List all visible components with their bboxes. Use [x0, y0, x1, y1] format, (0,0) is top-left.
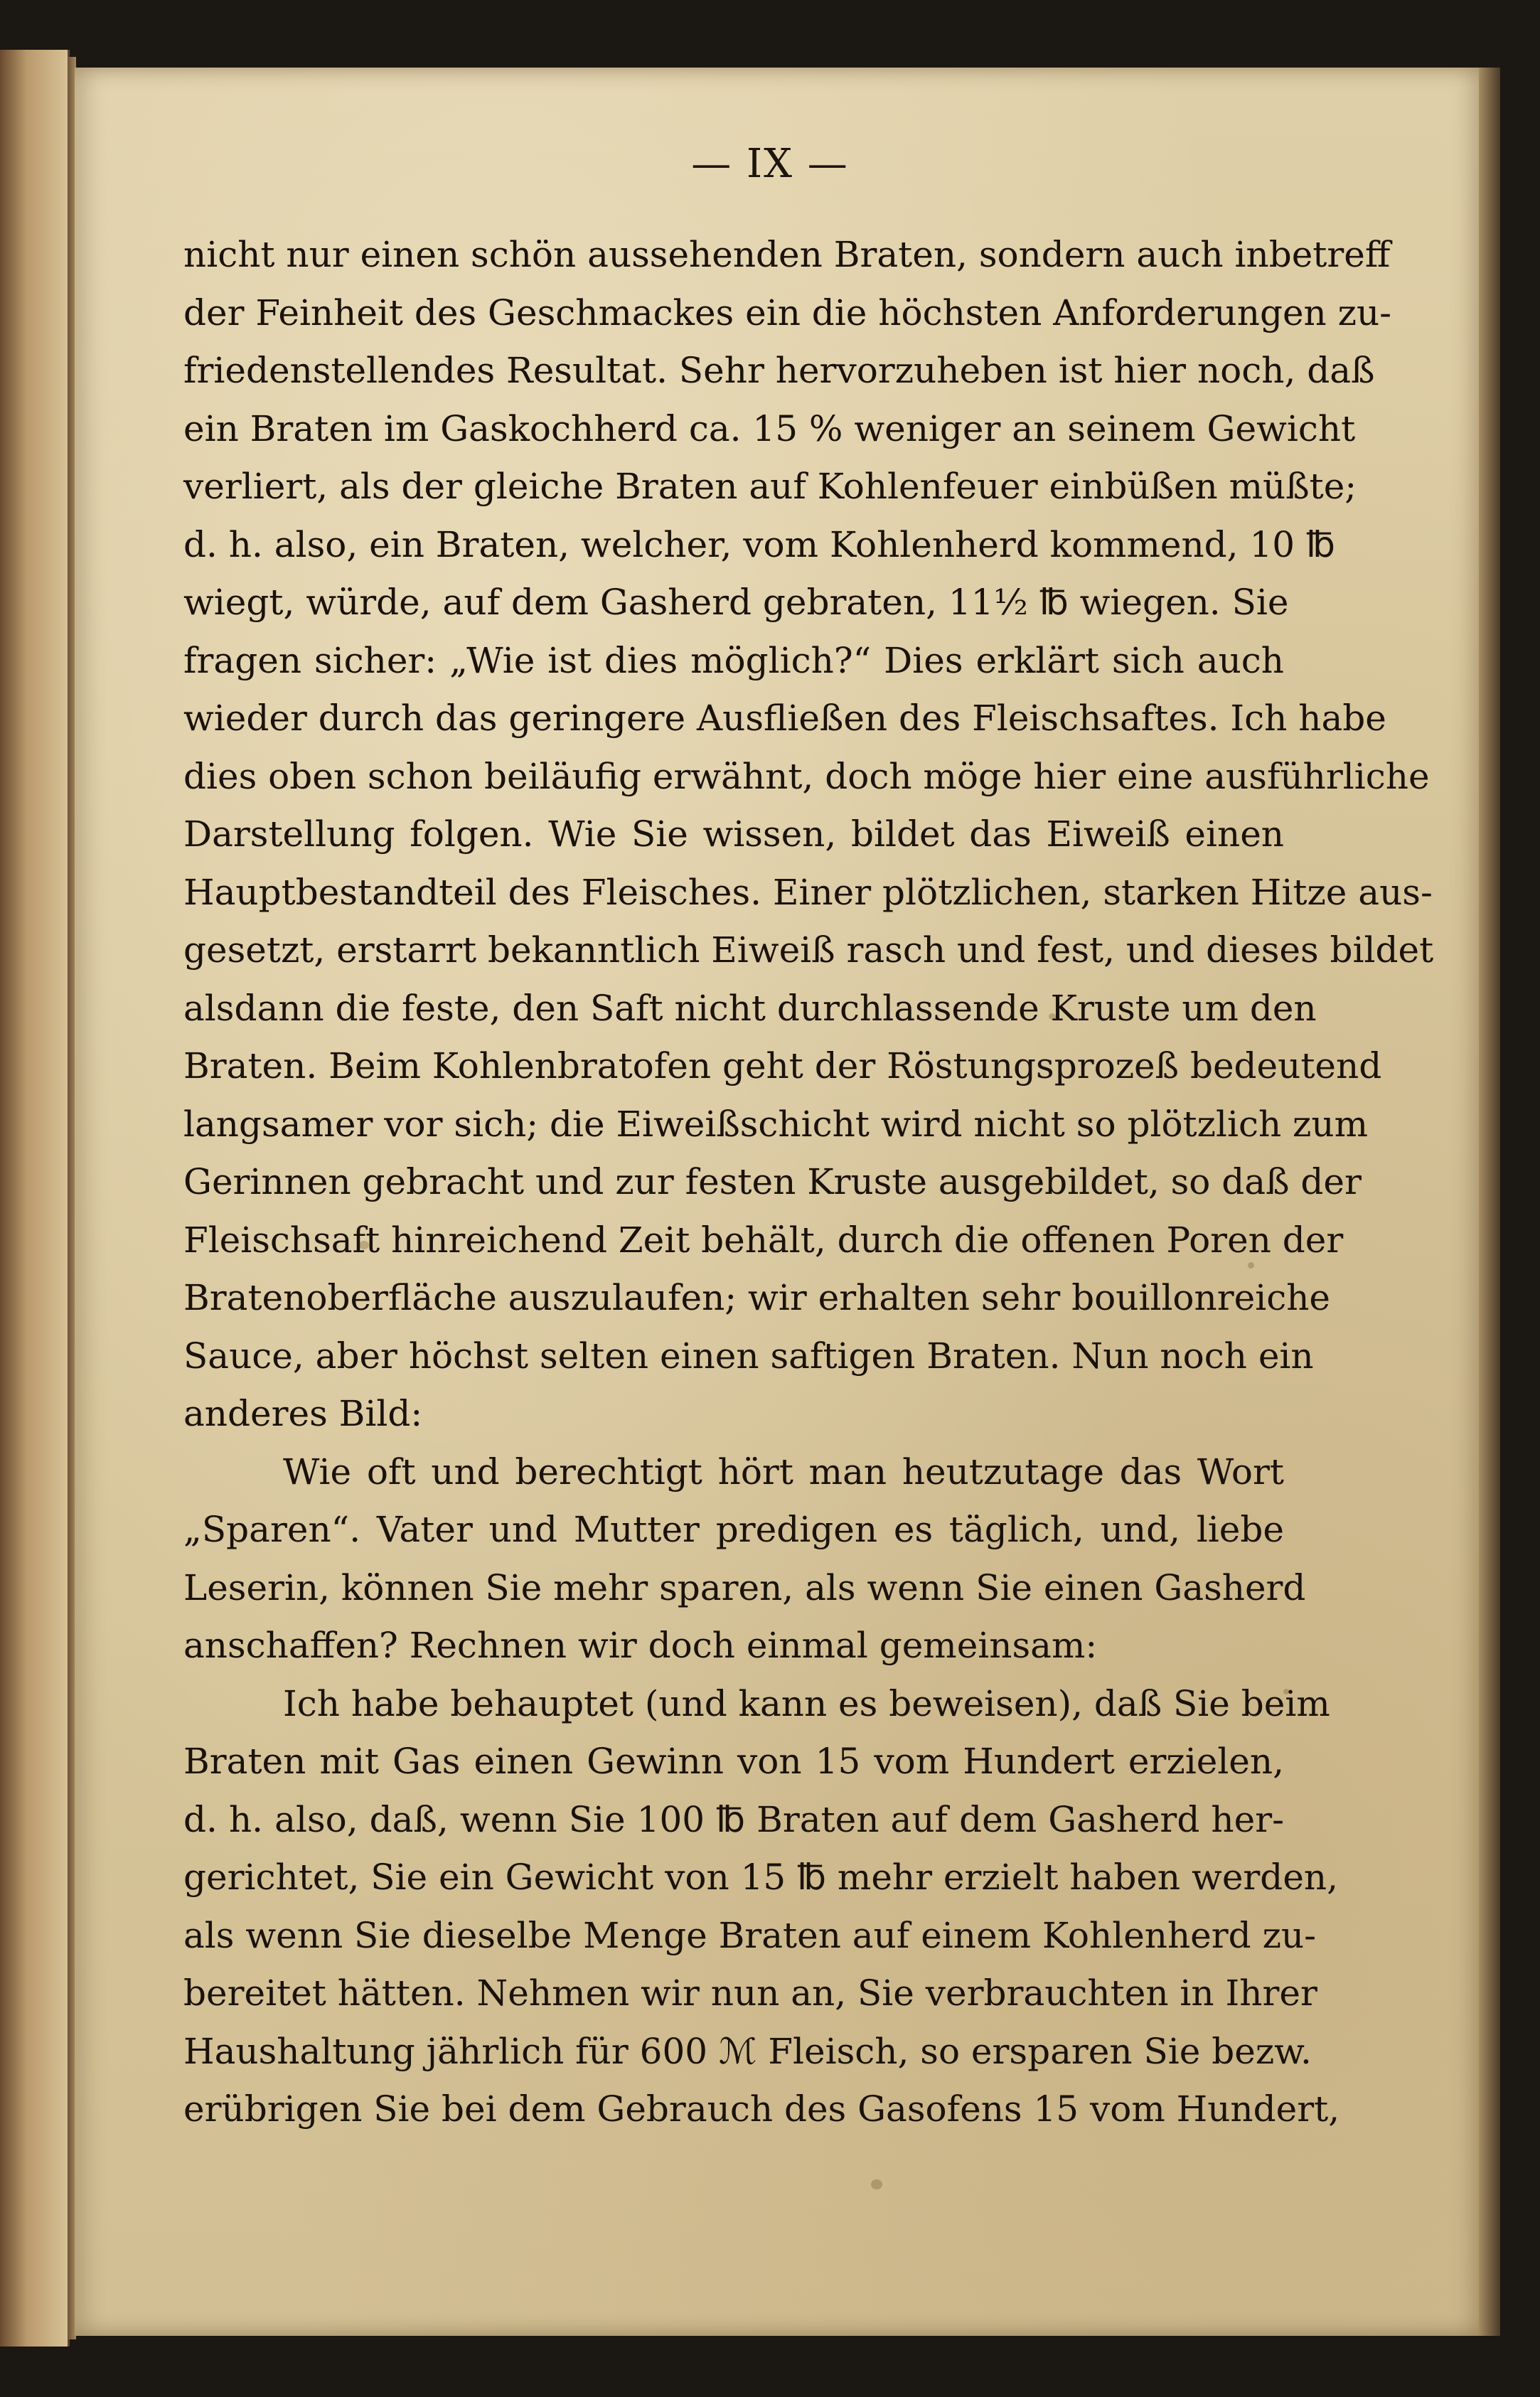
text-line: Bratenoberfläche auszulaufen; wir erhalten sehr bouillonreiche [183, 1277, 1331, 1318]
text-line: anderes Bild: [183, 1393, 423, 1434]
text-line: gerichtet, Sie ein Gewicht von 15 ℔ mehr erzielt haben werden, [183, 1857, 1338, 1898]
text-line: der Feinheit des Geschmackes ein die höchsten Anforderungen zu- [183, 292, 1392, 333]
text-line: „Sparen“. Vater und Mutter predigen es täglich, und, liebe [183, 1509, 1284, 1550]
text-line: ein Braten im Gaskochherd ca. 15 % weniger an seinem Gewicht [183, 407, 1356, 449]
page-number: — IX — [691, 141, 849, 187]
text-line: Ich habe behauptet (und kann es beweisen), daß Sie beim [283, 1682, 1330, 1724]
text-line: nicht nur einen schön aussehenden Braten, sondern auch inbetreff [183, 234, 1391, 275]
text-line: d. h. also, ein Braten, welcher, vom Kohlenherd kommend, 10 ℔ [183, 523, 1335, 565]
text-line: Fleischsaft hinreichend Zeit behält, durch die offenen Poren der [183, 1219, 1344, 1261]
facing-page-edge [0, 50, 70, 2347]
text-line: wiegt, würde, auf dem Gasherd gebraten, 11½ ℔ wiegen. Sie [183, 582, 1289, 623]
text-line: Sauce, aber höchst selten einen saftigen Braten. Nun noch ein [183, 1335, 1314, 1377]
page-fore-edge [1479, 68, 1500, 2336]
text-line: Braten. Beim Kohlenbratofen geht der Röstungsprozeß bedeutend [183, 1045, 1382, 1087]
text-line: anschaffen? Rechnen wir doch einmal gemeinsam: [183, 1625, 1098, 1666]
text-line: gesetzt, erstarrt bekanntlich Eiweiß rasch und fest, und dieses bildet [183, 929, 1434, 971]
body-text [183, 226, 1434, 2139]
text-line: Darstellung folgen. Wie Sie wissen, bildet das Eiweiß einen [183, 813, 1284, 855]
text-line: langsamer vor sich; die Eiweißschicht wird nicht so plötzlich zum [183, 1103, 1369, 1145]
text-line: Haushaltung jährlich für 600 ℳ Fleisch, so ersparen Sie bezw. [183, 2030, 1312, 2072]
text-line: bereitet hätten. Nehmen wir nun an, Sie verbrauchten in Ihrer [183, 1972, 1317, 2014]
text-line: friedenstellendes Resultat. Sehr hervorzuheben ist hier noch, daß [183, 350, 1375, 391]
text-line: Wie oft und berechtigt hört man heutzutage das Wort [283, 1451, 1284, 1493]
paper-stain [871, 2179, 882, 2189]
text-line: Gerinnen gebracht und zur festen Kruste ausgebildet, so daß der [183, 1161, 1362, 1202]
text-line: Hauptbestandteil des Fleisches. Einer plötzlichen, starken Hitze aus- [183, 871, 1433, 913]
text-line: Leserin, können Sie mehr sparen, als wenn Sie einen Gasherd [183, 1566, 1306, 1608]
text-line: wieder durch das geringere Ausfließen des Fleischsaftes. Ich habe [183, 698, 1386, 739]
text-line: verliert, als der gleiche Braten auf Kohlenfeuer einbüßen müßte; [183, 466, 1357, 507]
text-line: erübrigen Sie bei dem Gebrauch des Gasofens 15 vom Hundert, [183, 2088, 1340, 2130]
text-line: d. h. also, daß, wenn Sie 100 ℔ Braten auf dem Gasherd her- [183, 1798, 1284, 1840]
text-line: fragen sicher: „Wie ist dies möglich?“ Dies erklärt sich auch [183, 639, 1284, 681]
text-line: dies oben schon beiläufig erwähnt, doch möge hier eine ausführliche [183, 755, 1430, 797]
text-line: alsdann die feste, den Saft nicht durchlassende Kruste um den [183, 987, 1317, 1029]
text-line: Braten mit Gas einen Gewinn von 15 vom Hundert erzielen, [183, 1741, 1284, 1782]
text-line: als wenn Sie dieselbe Menge Braten auf einem Kohlenherd zu- [183, 1914, 1317, 1956]
